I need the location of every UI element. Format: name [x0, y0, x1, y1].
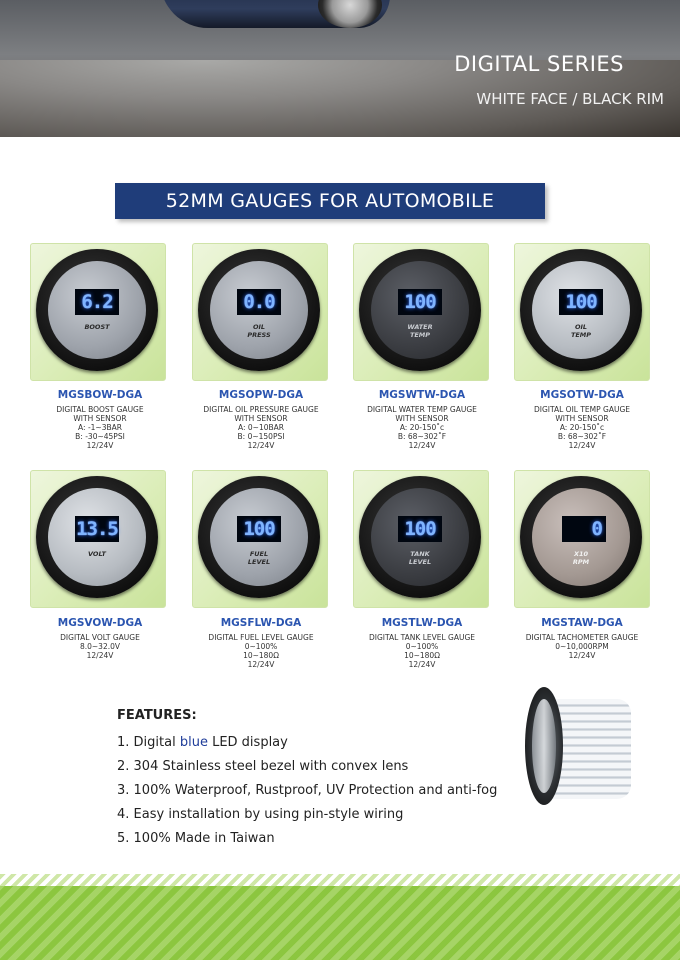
gauge-card	[30, 243, 166, 381]
model-number: MGSOPW-DGA	[218, 389, 304, 401]
gauge-side-view-image	[515, 687, 637, 807]
gauge-image	[198, 476, 320, 598]
gauge-description: DIGITAL WATER TEMP GAUGE WITH SENSOR A: 20-150˚c B: 68~302˚F 12/24V	[367, 405, 477, 450]
feature-highlight: blue	[179, 735, 208, 750]
feature-item: 5. 100% Made in Taiwan	[117, 831, 275, 846]
gauge-description: DIGITAL BOOST GAUGE WITH SENSOR A: -1~3BAR B: -30~45PSI 12/24V	[56, 405, 144, 450]
lcd-display: 100	[237, 516, 281, 542]
model-number: MGSTLW-DGA	[381, 617, 463, 629]
gauge-description: DIGITAL VOLT GAUGE 8.0~32.0V 12/24V	[60, 633, 140, 660]
gauge-description: DIGITAL FUEL LEVEL GAUGE 0~100% 10~180Ω 12/24V	[208, 633, 314, 669]
gauge-image	[520, 249, 642, 371]
feature-item: 3. 100% Waterproof, Rustproof, UV Protection and anti-fog	[117, 783, 498, 798]
feature-item: 1. Digital blue LED display	[117, 735, 288, 750]
gauge-image	[359, 476, 481, 598]
gauge-image	[198, 249, 320, 371]
gauge-face-label: FUEL LEVEL	[247, 550, 271, 566]
model-number: MGSFLW-DGA	[220, 617, 302, 629]
model-number: MGSBOW-DGA	[57, 389, 143, 401]
gauge-card	[192, 470, 328, 608]
feature-item: 2. 304 Stainless steel bezel with convex lens	[117, 759, 409, 774]
gauge-lens	[532, 699, 556, 793]
footer-stripe-top	[0, 874, 680, 886]
features-title: FEATURES:	[117, 708, 197, 723]
gauge-description: DIGITAL TANK LEVEL GAUGE 0~100% 10~180Ω 12/24V	[368, 633, 476, 669]
gauge-image	[36, 249, 158, 371]
gauge-face-label: BOOST	[84, 323, 110, 331]
gauge-face	[371, 261, 469, 359]
series-title: DIGITAL SERIES	[454, 52, 624, 76]
gauge-description: DIGITAL TACHOMETER GAUGE 0~10,000RPM 12/24V	[525, 633, 639, 660]
gauge-description: DIGITAL OIL PRESSURE GAUGE WITH SENSOR A: 0~10BAR B: 0~150PSI 12/24V	[203, 405, 319, 450]
gauge-face	[48, 488, 146, 586]
lcd-display: 100	[559, 289, 603, 315]
section-banner: 52MM GAUGES FOR AUTOMOBILE	[115, 183, 545, 219]
model-number: MGSVOW-DGA	[57, 617, 143, 629]
gauge-face	[48, 261, 146, 359]
gauge-face-label: TANK LEVEL	[408, 550, 432, 566]
gauge-face-label: OIL PRESS	[247, 323, 271, 339]
gauge-card	[353, 243, 489, 381]
gauge-description: DIGITAL OIL TEMP GAUGE WITH SENSOR A: 20-150˚c B: 68~302˚F 12/24V	[533, 405, 631, 450]
feature-item: 4. Easy installation by using pin-style wiring	[117, 807, 404, 822]
lcd-display: 0	[562, 516, 606, 542]
model-number: MGSWTW-DGA	[378, 389, 466, 401]
gauge-face	[210, 488, 308, 586]
lcd-display: 6.2	[75, 289, 119, 315]
gauge-card	[514, 243, 650, 381]
lcd-display: 13.5	[76, 518, 118, 540]
series-subtitle: WHITE FACE / BLACK RIM	[476, 90, 664, 108]
gauge-face	[210, 261, 308, 359]
gauge-face	[532, 261, 630, 359]
gauge-face	[371, 488, 469, 586]
model-number: MGSTAW-DGA	[541, 617, 623, 629]
gauge-image	[36, 476, 158, 598]
lcd-display: 0.0	[237, 289, 281, 315]
gauge-card	[30, 470, 166, 608]
gauge-face-label: OIL TEMP	[570, 323, 592, 339]
gauge-image	[359, 249, 481, 371]
hero-banner-image	[0, 0, 680, 137]
gauge-face-label: WATER TEMP	[407, 323, 433, 339]
model-number: MGSOTW-DGA	[540, 389, 624, 401]
lcd-display: 100	[398, 516, 442, 542]
lcd-display: 100	[398, 289, 442, 315]
gauge-image	[520, 476, 642, 598]
gauge-face-label: X10 RPM	[572, 550, 590, 566]
gauge-face	[532, 488, 630, 586]
gauge-face-label: VOLT	[88, 550, 106, 558]
gauge-card	[192, 243, 328, 381]
gauge-card	[514, 470, 650, 608]
footer-stripes	[0, 874, 680, 960]
gauge-card	[353, 470, 489, 608]
features-list	[117, 708, 497, 853]
